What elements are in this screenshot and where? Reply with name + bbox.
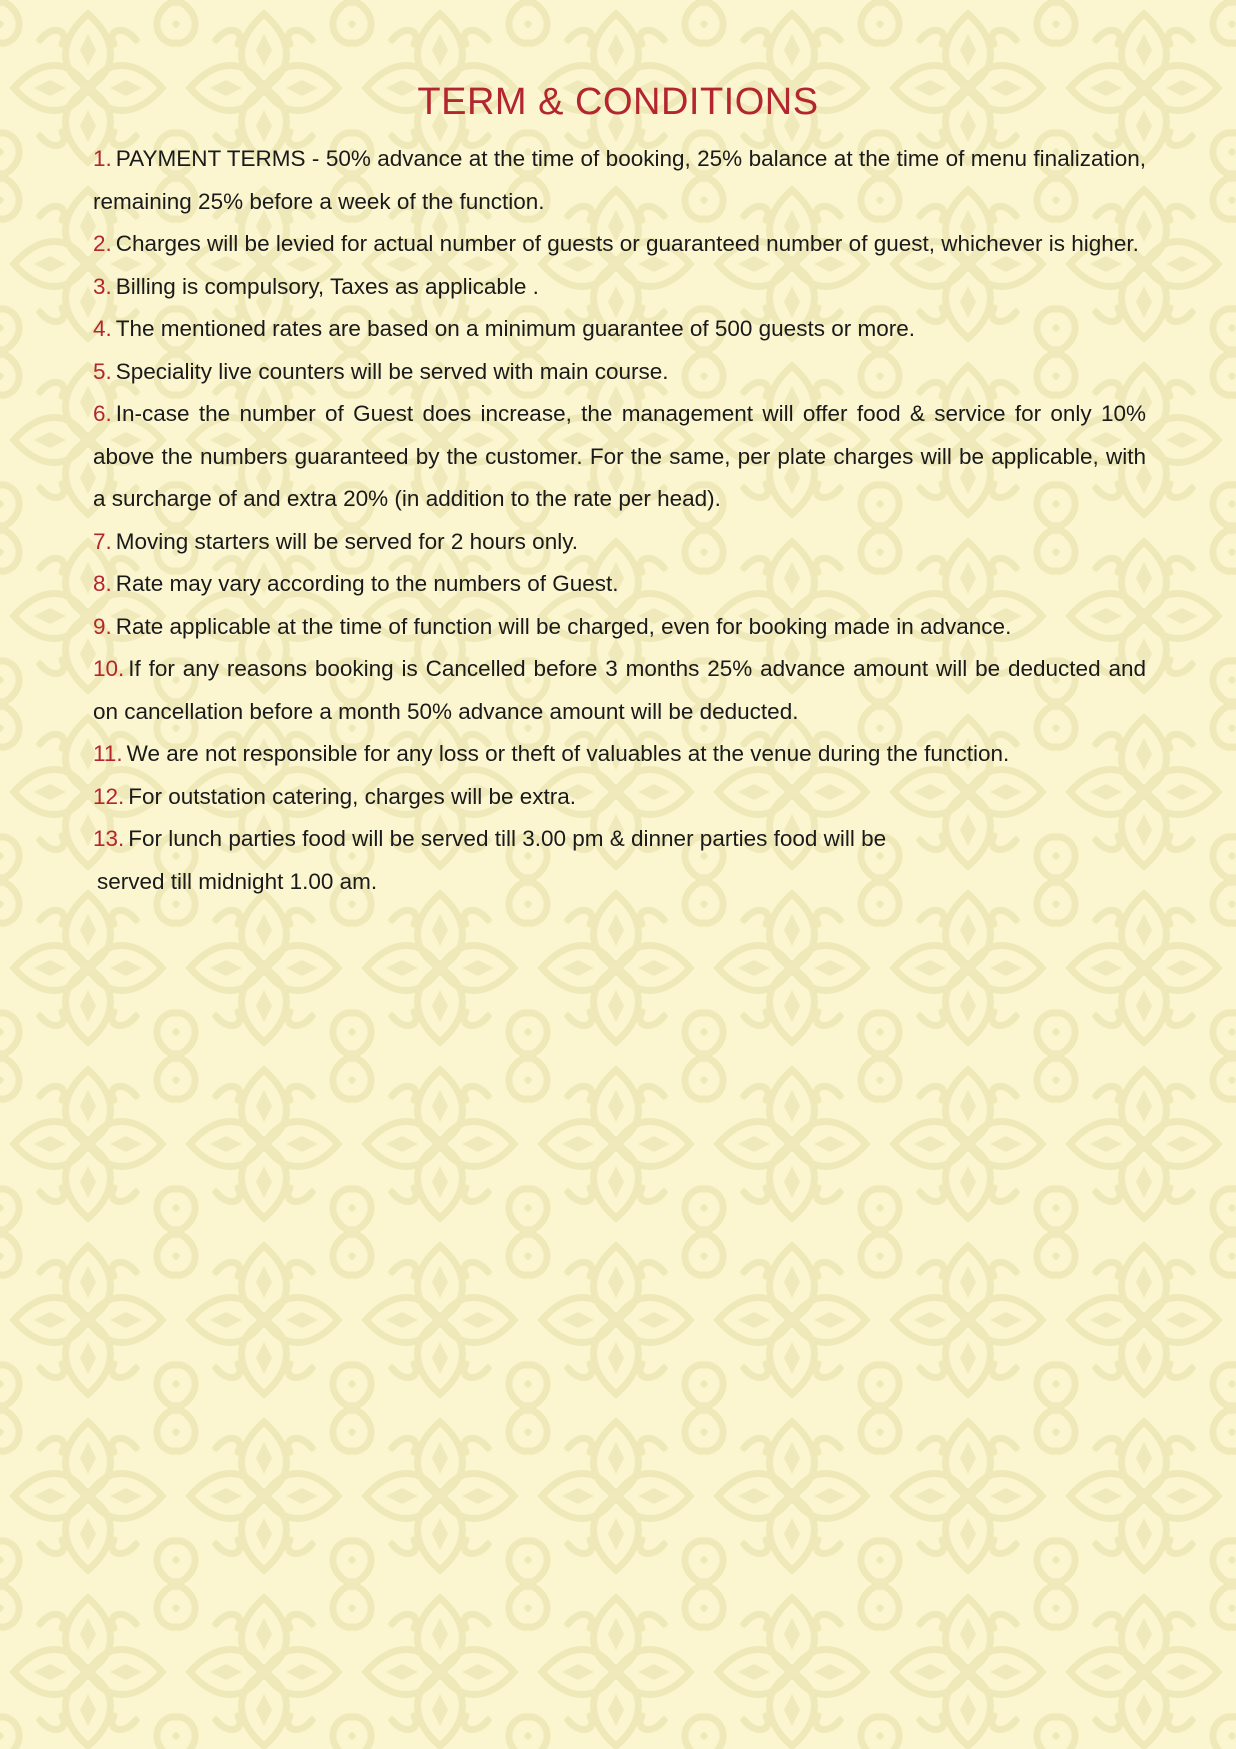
term-item-6 [93,393,1146,521]
term-text: The mentioned rates are based on a minimum guarantee of 500 guests or more. [115,316,915,341]
term-item-7 [93,521,1146,564]
term-item-5 [93,351,1146,394]
term-number: 4. [93,316,112,341]
term-number: 10. [93,656,125,681]
term-item-8 [93,563,1146,606]
term-item-10 [93,648,1146,733]
term-text: Billing is compulsory, Taxes as applicable . [115,273,539,299]
term-number: 13. [93,826,125,851]
term-number: 11. [93,741,123,766]
term-number: 2. [93,231,112,256]
term-item-11 [93,733,1146,776]
term-number: 6. [93,401,112,426]
term-text: For lunch parties food will be served till 3.00 pm & dinner parties food will be [128,826,887,851]
term-text-continuation: served till midnight 1.00 am. [97,868,378,894]
term-number: 9. [93,613,112,639]
term-text: In-case the number of Guest does increase, the management will offer food & service for only 10% above the numbers guaranteed by the customer. For the same, per plate charges will be applicable, with a surcharge of and extra 20% (in addition to the rate per head). [93,401,1146,511]
term-number: 1. [93,146,112,171]
term-item-12 [93,776,1146,819]
term-text: Rate may vary according to the numbers of Guest. [115,571,619,596]
page-title: TERM & CONDITIONS [417,81,819,123]
term-text: Charges will be levied for actual number of guests or guaranteed number of guest, whichever is higher. [115,231,1139,256]
term-item-4 [93,308,1146,351]
term-number: 12. [93,783,125,809]
term-number: 5. [93,358,112,384]
terms-list [93,138,1146,903]
term-item-13 [93,818,1146,903]
term-text: For outstation catering, charges will be extra. [128,783,576,809]
term-item-1 [93,138,1146,223]
term-number: 7. [93,528,112,554]
term-number: 8. [93,571,112,596]
term-text: If for any reasons booking is Cancelled before 3 months 25% advance amount will be deducted and on cancellation before a month 50% advance amount will be deducted. [93,656,1146,724]
term-item-3 [93,266,1146,309]
term-number: 3. [93,273,112,299]
term-text: Speciality live counters will be served with main course. [115,358,669,384]
term-text: We are not responsible for any loss or theft of valuables at the venue during the function. [126,741,1010,766]
term-text: Rate applicable at the time of function will be charged, even for booking made in advance. [115,613,1012,639]
term-item-2 [93,223,1146,266]
term-text: PAYMENT TERMS - 50% advance at the time of booking, 25% balance at the time of menu finalization, remaining 25% before a week of the function. [93,146,1146,214]
term-item-9 [93,606,1146,649]
term-text: Moving starters will be served for 2 hours only. [115,528,579,554]
